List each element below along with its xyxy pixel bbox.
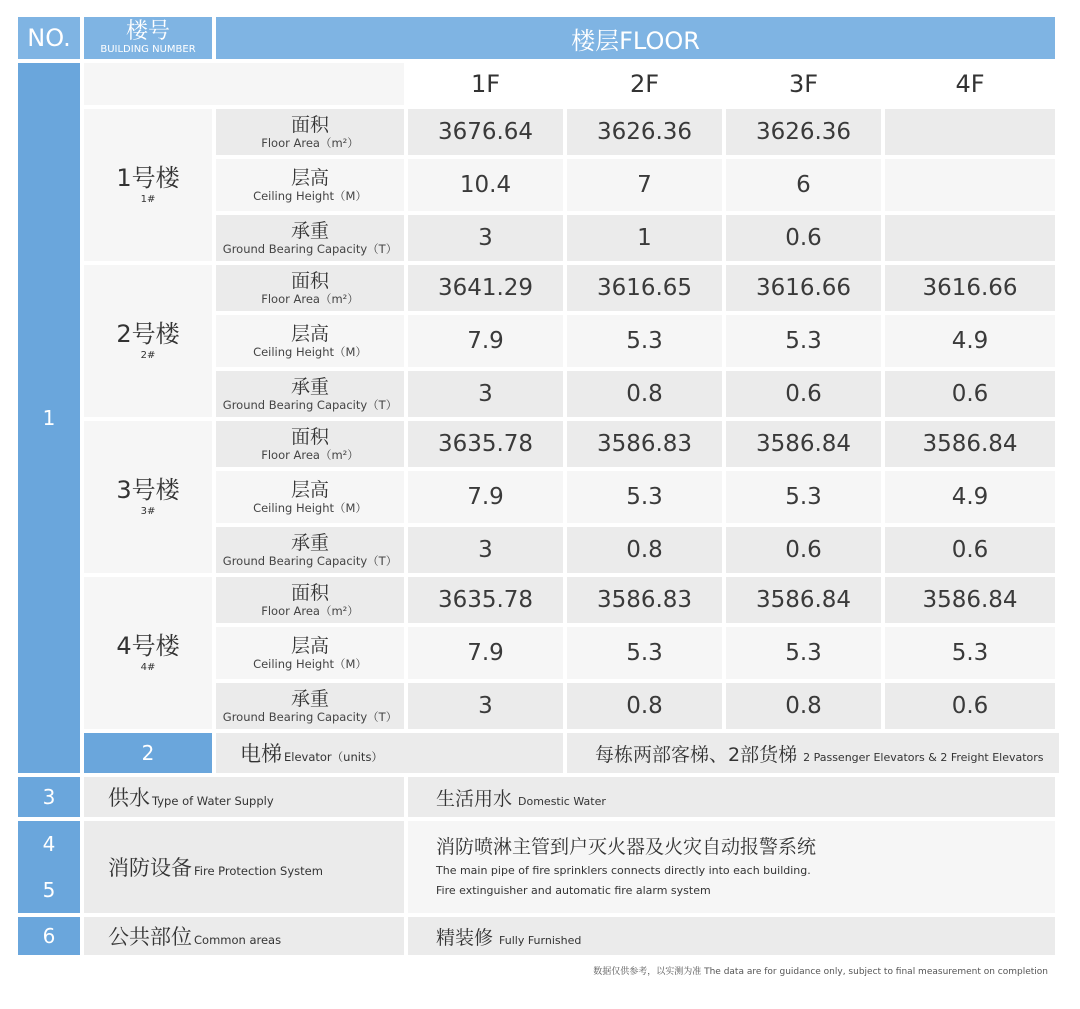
row-number-1: 1 [18,63,80,773]
table-cell-value: 4.9 [885,315,1055,367]
blank-cell [84,63,404,105]
metric-label-en: Floor Area（m²） [261,291,359,306]
table-cell-value: 0.6 [726,215,881,261]
building-name-en: 3# [140,506,156,517]
metric-label-zh: 面积 [290,113,329,136]
table-cell-value: 3586.84 [885,421,1055,467]
table-cell-value: 3616.66 [726,265,881,311]
floor-header: 楼层FLOOR [216,17,1055,59]
row-number-4-5 [18,821,80,913]
misc-label-en: Elevator（units） [284,750,383,764]
misc-label-fire [84,821,404,913]
misc-value-en: 2 Passenger Elevators & 2 Freight Elevators [803,750,1044,764]
misc-label-zh: 消防设备 [108,856,192,880]
table-cell-value: 5.3 [567,471,722,523]
table-cell-value: 3586.84 [726,577,881,623]
data-row [18,109,1059,155]
misc-label-en: Common areas [194,933,282,947]
misc-value-zh: 精装修 [436,926,494,949]
building-name-en: 2# [140,350,156,361]
table-cell-value: 3586.83 [567,577,722,623]
misc-label-en: Type of Water Supply [152,794,274,808]
row-number-6: 6 [18,917,80,955]
metric-label-zh: 承重 [290,219,329,242]
floor-label-row [18,63,1059,105]
metric-label-bearing [216,527,404,573]
metric-label-area [216,421,404,467]
misc-value-zh: 消防喷淋主管到户灭火器及火灾自动报警系统 [436,836,817,858]
data-row [18,421,1059,467]
metric-label-zh: 层高 [290,322,329,345]
table-cell-value: 0.6 [885,527,1055,573]
misc-value-water [408,777,1055,817]
misc-value-elevator [567,733,1059,773]
table-cell-value: 5.3 [885,627,1055,679]
metric-label-bearing [216,371,404,417]
table-cell-value: 3641.29 [408,265,563,311]
metric-label-area [216,265,404,311]
floor-label: 4F [955,70,985,98]
table-cell-value: 5.3 [567,627,722,679]
table-cell-value: 3616.65 [567,265,722,311]
header-row [18,17,1059,59]
metric-label-area [216,577,404,623]
table-cell-value: 3586.83 [567,421,722,467]
building-name-zh: 2号楼 [116,320,180,348]
table-cell-value [885,215,1055,261]
metric-label-en: Ground Bearing Capacity（T） [222,709,398,724]
building-header-en: BUILDING NUMBER [100,44,196,55]
metric-label-zh: 面积 [290,425,329,448]
misc-value-zh: 每栋两部客梯、2部货梯 [595,743,798,766]
metric-label-zh: 面积 [290,269,329,292]
metric-label-en: Ground Bearing Capacity（T） [222,397,398,412]
row-number-2: 2 [84,733,212,773]
footnote: 数据仅供参考，以实测为准 The data are for guidance only, subject to final measurement on completion [593,967,1048,977]
table-cell-value: 7.9 [408,627,563,679]
metric-label-height [216,315,404,367]
table-cell-value: 3 [408,371,563,417]
row-number-4: 4 [42,832,56,856]
table-cell-value [885,159,1055,211]
metric-label-zh: 承重 [290,687,329,710]
table-cell-value: 3616.66 [885,265,1055,311]
table-cell-value: 3676.64 [408,109,563,155]
table-cell-value: 3626.36 [726,109,881,155]
data-row [18,265,1059,311]
metric-label-en: Ceiling Height（M） [253,188,367,203]
metric-label-zh: 层高 [290,166,329,189]
misc-value-en: Fully Furnished [499,933,582,947]
metric-label-en: Ground Bearing Capacity（T） [222,241,398,256]
building-name-zh: 3号楼 [116,476,180,504]
building-cell [84,265,212,417]
misc-label-water [84,777,404,817]
table-cell-value: 0.8 [567,371,722,417]
building-name-zh: 4号楼 [116,632,180,660]
misc-row-common [18,917,1059,955]
misc-value-zh: 生活用水 [436,787,513,810]
misc-label-common [84,917,404,955]
misc-label-en: Fire Protection System [194,864,323,878]
building-name-en: 1# [140,194,156,205]
spec-table [14,13,1063,959]
metric-label-height [216,471,404,523]
misc-label-zh: 公共部位 [108,925,192,949]
table-cell-value: 5.3 [726,471,881,523]
table-cell-value: 3 [408,683,563,729]
table-cell-value: 7 [567,159,722,211]
metric-label-area [216,109,404,155]
table-cell-value: 1 [567,215,722,261]
table-cell-value: 5.3 [726,315,881,367]
metric-label-en: Ground Bearing Capacity（T） [222,553,398,568]
floor-label: 3F [788,70,819,98]
misc-value-en-1: The main pipe of fire sprinklers connects directly into each building. [436,864,811,877]
row-number-3: 3 [18,777,80,817]
building-cell [84,109,212,261]
table-cell-value: 5.3 [726,627,881,679]
metric-label-height [216,627,404,679]
table-cell-value: 5.3 [567,315,722,367]
misc-value-common [408,917,1055,955]
building-cell [84,421,212,573]
table-cell-value: 0.8 [726,683,881,729]
building-name-zh: 1号楼 [116,164,180,192]
building-cell [84,577,212,729]
metric-label-zh: 面积 [290,581,329,604]
misc-value-fire [408,821,1055,913]
metric-label-en: Floor Area（m²） [261,447,359,462]
table-cell-value: 3 [408,215,563,261]
misc-row-water [18,777,1059,817]
metric-label-zh: 层高 [290,478,329,501]
metric-label-bearing [216,683,404,729]
metric-label-en: Ceiling Height（M） [253,500,367,515]
data-row [18,577,1059,623]
row-number-5: 5 [42,878,56,902]
floor-label: 2F [629,70,660,98]
misc-label-elevator [216,733,563,773]
building-header-zh: 楼号 [125,19,170,44]
metric-label-en: Floor Area（m²） [261,135,359,150]
misc-label-zh: 电梯 [240,742,282,766]
building-name-en: 4# [140,662,156,673]
building-header [84,17,212,59]
table-cell-value: 0.6 [726,527,881,573]
table-cell-value: 10.4 [408,159,563,211]
metric-label-height [216,159,404,211]
misc-value-en: Domestic Water [518,794,606,808]
misc-row-fire [18,821,1059,913]
metric-label-en: Ceiling Height（M） [253,344,367,359]
table-cell-value: 0.8 [567,527,722,573]
table-cell-value: 7.9 [408,471,563,523]
table-cell-value: 3586.84 [885,577,1055,623]
metric-label-en: Ceiling Height（M） [253,656,367,671]
no-header: NO. [18,17,80,59]
table-cell-value: 0.6 [885,683,1055,729]
misc-label-zh: 供水 [108,786,150,810]
table-cell-value: 3635.78 [408,421,563,467]
metric-label-zh: 层高 [290,634,329,657]
table-cell-value: 3586.84 [726,421,881,467]
metric-label-bearing [216,215,404,261]
table-cell-value [885,109,1055,155]
misc-value-en-2: Fire extinguisher and automatic fire alarm system [436,884,711,897]
floor-label: 1F [470,70,501,98]
table-cell-value: 3635.78 [408,577,563,623]
table-cell-value: 7.9 [408,315,563,367]
table-cell-value: 3626.36 [567,109,722,155]
metric-label-zh: 承重 [290,375,329,398]
misc-row-elevator [18,733,1059,773]
table-cell-value: 0.6 [726,371,881,417]
metric-label-en: Floor Area（m²） [261,603,359,618]
table-cell-value: 0.8 [567,683,722,729]
table-cell-value: 0.6 [885,371,1055,417]
table-cell-value: 3 [408,527,563,573]
table-cell-value: 4.9 [885,471,1055,523]
metric-label-zh: 承重 [290,531,329,554]
table-cell-value: 6 [726,159,881,211]
